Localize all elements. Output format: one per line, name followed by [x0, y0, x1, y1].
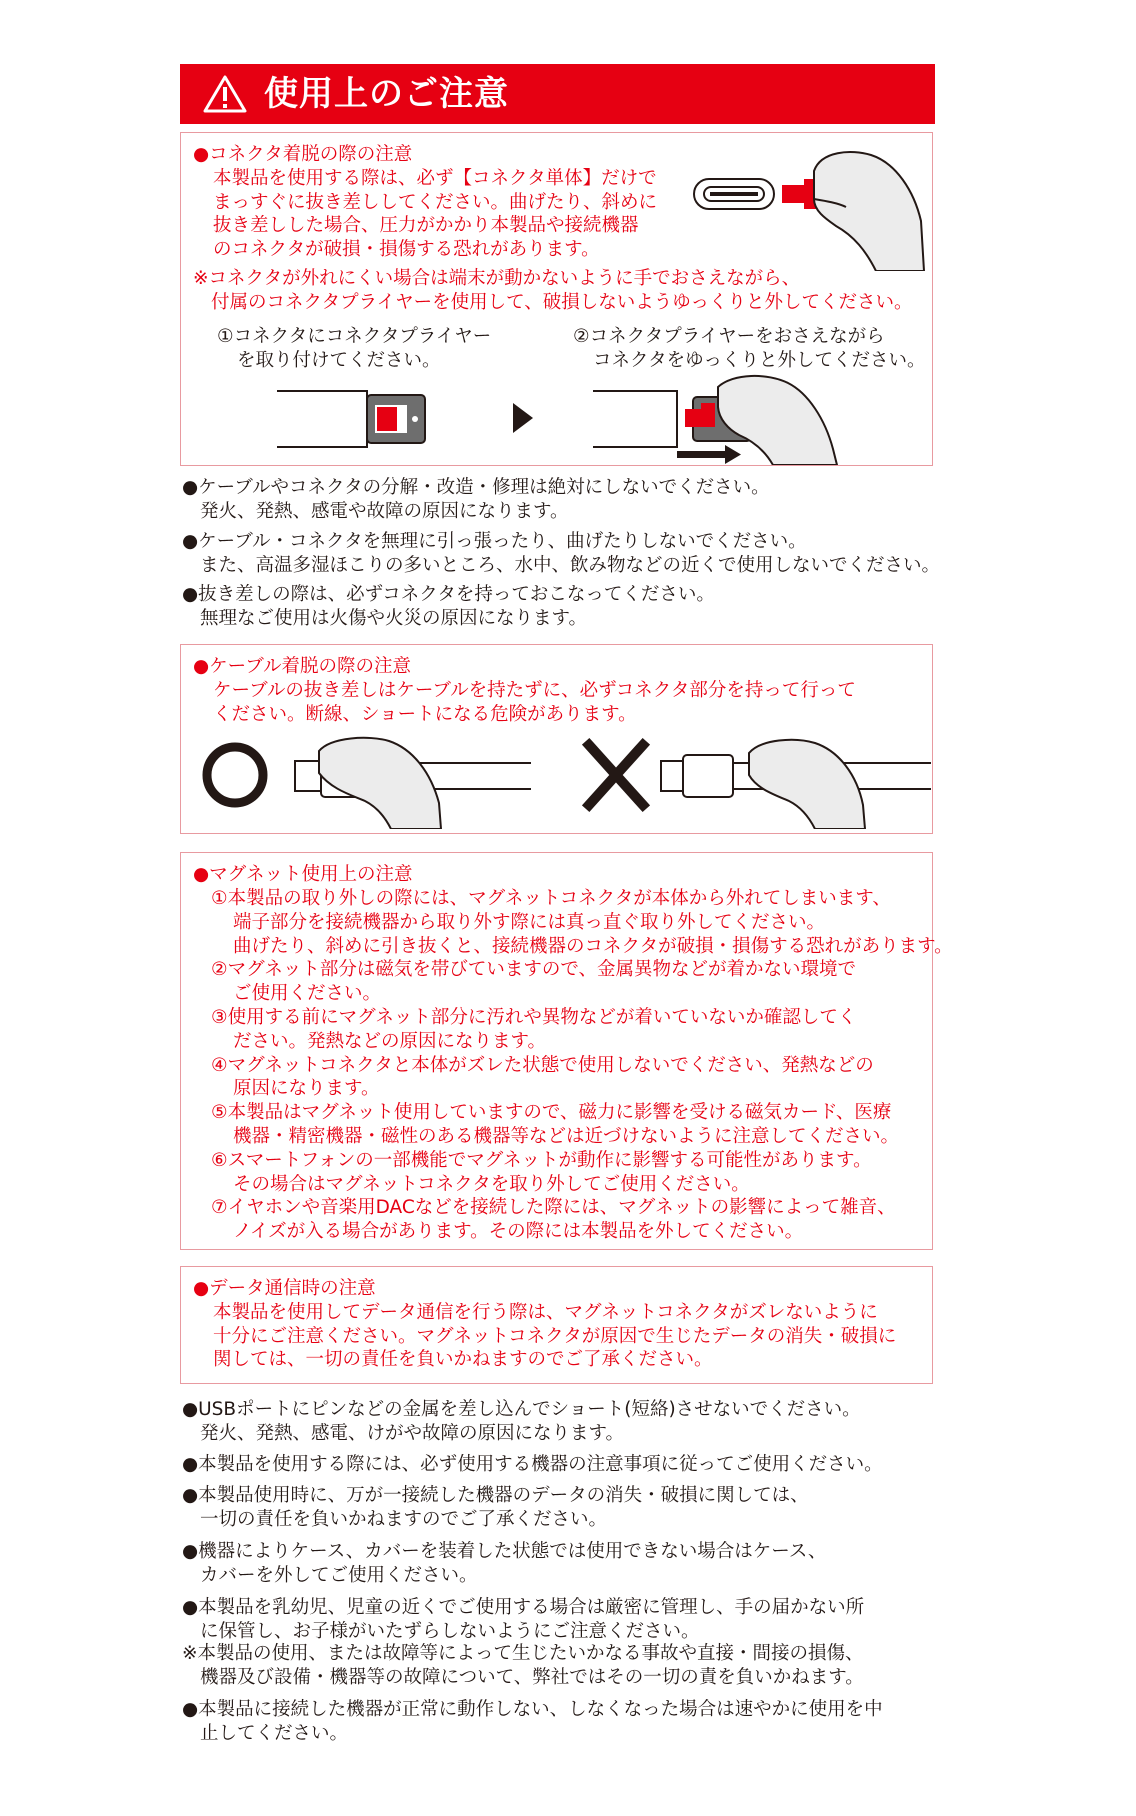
general-caution-2: ●ケーブル・コネクタを無理に引っ張ったり、曲げたりしないでください。 また、高温多湿ほこりの多いところ、水中、飲み物などの近くで使用しないでください。	[182, 531, 941, 576]
general-caution-1: ●ケーブルやコネクタの分解・改造・修理は絶対にしないでください。 発火、発熱、感電や故障の原因になります。	[182, 477, 770, 522]
magnet-items: ①本製品の取り外しの際には、マグネットコネクタが本体から外れてしまいます、 端子部分を接続機器から取り外す際には真っ直ぐ取り外してください。 曲げたり、斜めに引き抜くと、接続機器のコネクタが破損・損傷する恐れがあります。 ②マグネット部分は磁気を帯びていますので、金属異物などが着かない環境で ご使用ください。 ③使用する前にマグネット部分に汚れや異物などが着いていないか確認してく ださい。発熱などの原因になります。 ④マグネットコネクタと本体がズレた状態で使用しないでください、発熱などの 原因になります。 ⑤本製品はマグネット使用していますので、磁力に影響を受ける磁気カード、医療 機器・精密機器・磁性のある機器等などは近づけないように注意してください。 ⑥スマートフォンの一部機能でマグネットが動作に影響する可能性があります。 その場合はマグネットコネクタを取り外してご使用ください。 ⑦イヤホンや音楽用DACなどを接続した際には、マグネットの影響によって雑音、 ノイズが入る場合があります。その際には本製品を外してください。	[211, 888, 953, 1243]
magnet-item-4: ④マグネットコネクタと本体がズレた状態で使用しないでください、発熱などの	[211, 1054, 874, 1076]
wrong-handling-illustration	[581, 733, 931, 829]
wrong-cross-icon	[589, 745, 643, 805]
connector-note: ※コネクタが外れにくい場合は端末が動かないように手でおさえながら、 付属のコネクタプライヤーを使用して、破損しないようゆっくりと外してください。	[193, 268, 913, 313]
magnet-item-2: ②マグネット部分は磁気を帯びていますので、金属異物などが着かない環境で	[211, 959, 857, 981]
warning-icon	[202, 74, 248, 114]
plier-remove-illustration	[593, 369, 843, 465]
header-banner	[180, 64, 935, 124]
connector-caution-box	[180, 132, 933, 466]
magnet-item-7: ⑦イヤホンや音楽用DACなどを接続した際には、マグネットの影響によって雑音、	[211, 1197, 896, 1219]
connector-step-2: ②コネクタプライヤーをおさえながら コネクタをゆっくりと外してください。	[573, 326, 926, 371]
general-caution-5: ●本製品を使用する際には、必ず使用する機器の注意事項に従ってご使用ください。	[182, 1454, 883, 1475]
cable-body: ケーブルの抜き差しはケーブルを持たずに、必ずコネクタ部分を持って行って ください。断線、ショートになる危険があります。	[213, 680, 856, 725]
connector-step-1: ①コネクタにコネクタプライヤー を取り付けてください。	[217, 326, 492, 371]
general-caution-8: ●本製品を乳幼児、児童の近くでご使用する場合は厳密に管理し、手の届かない所 に保管し、お子様がいたずらしないようにご注意ください。	[182, 1597, 865, 1642]
connector-heading: ●コネクタ着脱の際の注意	[193, 144, 413, 165]
general-caution-9: ※本製品の使用、または故障等によって生じたいかなる事故や直接・間接の損傷、 機器及び設備・機器等の故障について、弊社ではその一切の責を負いかねます。	[182, 1643, 864, 1688]
cable-heading: ●ケーブル着脱の際の注意	[193, 656, 411, 677]
page-title: 使用上のご注意	[264, 74, 509, 114]
general-caution-4: ●USBポートにピンなどの金属を差し込んでショート(短絡)させないでください。 発火、発熱、感電、けがや故障の原因になります。	[182, 1399, 861, 1444]
data-body: 本製品を使用してデータ通信を行う際は、マグネットコネクタがズレないように 十分にご注意ください。マグネットコネクタが原因で生じたデータの消失・破損に 関しては、一切の責任を負いかねますのでご了承ください。	[213, 1302, 897, 1370]
magnet-heading: ●マグネット使用上の注意	[193, 864, 413, 885]
general-caution-6: ●本製品使用時に、万が一接続した機器のデータの消失・破損に関しては、 一切の責任を負いかねますのでご了承ください。	[182, 1485, 809, 1530]
triangle-arrow-icon	[511, 401, 535, 435]
cable-caution-box	[180, 644, 933, 834]
general-caution-3: ●抜き差しの際は、必ずコネクタを持っておこなってください。 無理なご使用は火傷や火災の原因になります。	[182, 584, 715, 629]
general-caution-7: ●機器によりケース、カバーを装着した状態では使用できない場合はケース、 カバーを外してご使用ください。	[182, 1541, 827, 1586]
magnet-caution-box	[180, 852, 953, 1250]
magnet-item-6: ⑥スマートフォンの一部機能でマグネットが動作に影響する可能性があります。	[211, 1149, 872, 1171]
data-heading: ●データ通信時の注意	[193, 1278, 376, 1299]
correct-handling-illustration	[201, 733, 531, 829]
data-caution-box	[180, 1266, 933, 1384]
magnet-item-1: ①本製品の取り外しの際には、マグネットコネクタが本体から外れてしまいます、	[211, 888, 891, 909]
connector-unplug-illustration	[686, 141, 926, 271]
magnet-item-3: ③使用する前にマグネット部分に汚れや異物などが着いていないか確認してく	[211, 1006, 857, 1028]
general-caution-10: ●本製品に接続した機器が正常に動作しない、しなくなった場合は速やかに使用を中 止してください。	[182, 1699, 883, 1744]
plier-attach-illustration	[277, 385, 477, 453]
correct-circle-icon	[207, 747, 263, 803]
connector-body: 本製品を使用する際は、必ず【コネクタ単体】だけで まっすぐに抜き差ししてください。曲げたり、斜めに 抜き差しした場合、圧力がかかり本製品や接続機器 のコネクタが破損・損傷する恐れがあります。	[213, 168, 658, 260]
magnet-item-5: ⑤本製品はマグネット使用していますので、磁力に影響を受ける磁気カード、医療	[211, 1102, 892, 1124]
